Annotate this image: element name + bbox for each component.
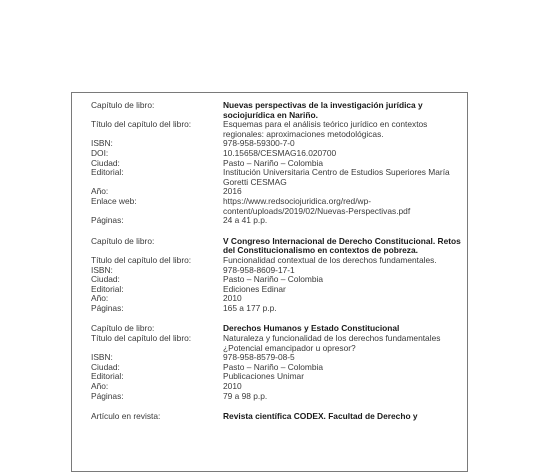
field-label: Editorial: [91,283,124,294]
entry-row [91,101,471,120]
field-value: 24 a 41 p.p. [223,215,268,226]
publication-entry [91,101,471,226]
entry-row [91,237,471,256]
field-label: Año: [91,293,109,304]
field-value: 978-958-8609-17-1 [223,264,295,275]
field-label: Título del capítulo del libro: [91,119,192,130]
field-value: 2010 [223,293,242,304]
field-value: 79 a 98 p.p. [223,390,268,401]
field-value: Publicaciones Unimar [223,371,304,382]
field-value: Institución Universitaria Centro de Estudios Superiores María Goretti CESMAG [223,167,450,187]
field-value: Esquemas para el análisis teórico jurídico en contextos regionales: aproximaciones metodológicas. [223,119,428,139]
field-label: Capítulo de libro: [91,235,155,246]
entry-title: Nuevas perspectivas de la investigación jurídica y sociojurídica en Nariño. [223,100,423,120]
field-value: 165 a 177 p.p. [223,302,277,313]
field-label: Artículo en revista: [91,411,161,422]
field-label: Año: [91,186,109,197]
field-value: 978-958-8579-08-5 [223,352,295,363]
field-label: Capítulo de libro: [91,323,155,334]
field-label: Ciudad: [91,157,120,168]
field-label: Páginas: [91,215,124,226]
entry-title: V Congreso Internacional de Derecho Constitucional. Retos del Constitucionalismo en contextos de pobreza. [223,235,461,256]
field-value: https://www.redsociojuridica.org/red/wp-content/uploads/2019/02/Nuevas-Perspectivas.pdf [223,195,411,216]
entry-row [91,392,471,402]
field-value: Ediciones Edinar [223,283,286,294]
field-value: 10.15658/CESMAG16.020700 [223,147,337,158]
publication-entry [91,412,471,422]
entry-row [91,372,471,382]
publication-entry [91,324,471,401]
entry-row [91,285,471,295]
entry-row [91,382,471,392]
field-label: DOI: [91,147,109,158]
entry-row [91,216,471,226]
field-value: Funcionalidad contextual de los derechos fundamentales. [223,254,437,265]
entry-row [91,304,471,314]
field-label: Editorial: [91,371,124,382]
field-label: Editorial: [91,167,124,178]
publication-entry [91,237,471,314]
field-value: Pasto – Nariño – Colombia [223,361,324,372]
publication-list [91,101,471,433]
field-label: Título del capítulo del libro: [91,333,192,344]
field-value: 2016 [223,186,242,197]
field-label: Páginas: [91,390,124,401]
field-label: Páginas: [91,302,124,313]
entry-row [91,168,471,187]
entry-row [91,294,471,304]
entry-title: Derechos Humanos y Estado Constitucional [223,323,400,334]
entry-row [91,120,471,139]
field-value: Pasto – Nariño – Colombia [223,157,324,168]
field-label: Enlace web: [91,195,137,206]
field-label: Ciudad: [91,361,120,372]
entry-row [91,197,471,216]
field-label: Capítulo de libro: [91,100,155,110]
entry-row [91,412,471,422]
field-value: Pasto – Nariño – Colombia [223,274,324,285]
field-label: Año: [91,381,109,392]
field-value: 2010 [223,381,242,392]
entry-row [91,334,471,353]
field-label: ISBN: [91,138,113,149]
field-label: ISBN: [91,352,113,363]
field-value: Naturaleza y funcionalidad de los derechos fundamentales ¿Potencial emancipador u opresor? [223,333,441,353]
field-label: ISBN: [91,264,113,275]
field-label: Título del capítulo del libro: [91,254,192,265]
field-label: Ciudad: [91,274,120,285]
entry-title: Revista científica CODEX. Facultad de Derecho y [223,411,418,422]
field-value: 978-958-59300-7-0 [223,138,295,149]
